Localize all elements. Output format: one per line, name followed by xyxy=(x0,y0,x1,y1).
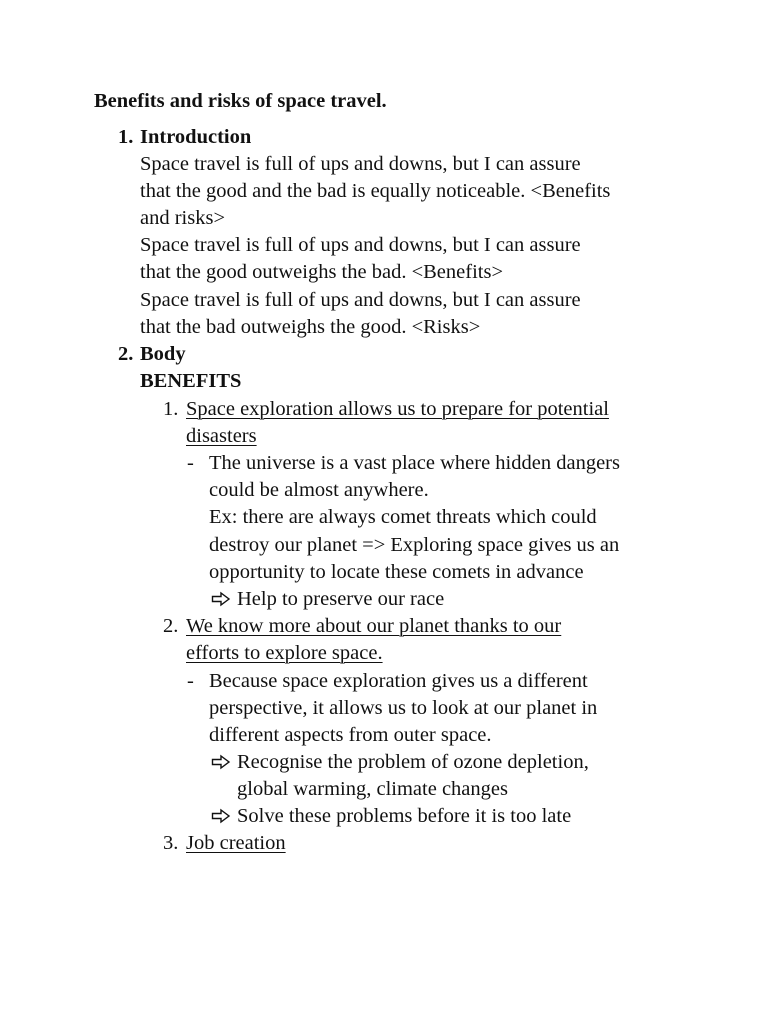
consequence-text: Solve these problems before it is too late xyxy=(237,805,572,827)
intro-line: that the good outweighs the bad. <Benefits> xyxy=(140,261,504,283)
consequence-text: Recognise the problem of ozone depletion, xyxy=(237,751,589,773)
document-title: Benefits and risks of space travel. xyxy=(94,90,387,112)
item-title: Space exploration allows us to prepare for potential xyxy=(186,398,609,420)
intro-line: Space travel is full of ups and downs, but I can assure xyxy=(140,289,581,311)
consequence-text: Help to preserve our race xyxy=(237,588,445,610)
dash-bullet: - xyxy=(187,670,194,692)
item-title: Job creation xyxy=(186,832,286,854)
intro-line: that the bad outweighs the good. <Risks> xyxy=(140,316,481,338)
hollow-right-arrow-icon xyxy=(211,808,231,824)
detail-line: destroy our planet => Exploring space gives us an xyxy=(209,534,620,556)
detail-line: The universe is a vast place where hidden dangers xyxy=(209,452,620,474)
detail-line: different aspects from outer space. xyxy=(209,724,492,746)
intro-line: and risks> xyxy=(140,207,226,229)
consequence-line xyxy=(211,749,589,776)
detail-line: Ex: there are always comet threats which could xyxy=(209,506,597,528)
item-title: efforts to explore space. xyxy=(186,642,383,664)
detail-line: perspective, it allows us to look at our planet in xyxy=(209,697,598,719)
subheading-benefits: BENEFITS xyxy=(140,370,242,392)
section-heading-body: Body xyxy=(140,343,186,365)
hollow-right-arrow-icon xyxy=(211,754,231,770)
intro-line: Space travel is full of ups and downs, but I can assure xyxy=(140,153,581,175)
item-number: 1. xyxy=(163,398,179,420)
detail-line: could be almost anywhere. xyxy=(209,479,429,501)
intro-line: Space travel is full of ups and downs, but I can assure xyxy=(140,234,581,256)
item-number: 2. xyxy=(163,615,179,637)
item-number: 3. xyxy=(163,832,179,854)
item-title: disasters xyxy=(186,425,257,447)
intro-line: that the good and the bad is equally noticeable. <Benefits xyxy=(140,180,611,202)
consequence-text: global warming, climate changes xyxy=(237,778,508,800)
consequence-line xyxy=(211,586,444,613)
section-number: 2. xyxy=(118,343,134,365)
detail-line: opportunity to locate these comets in advance xyxy=(209,561,584,583)
hollow-right-arrow-icon xyxy=(211,591,231,607)
consequence-line xyxy=(211,803,571,830)
section-heading-introduction: Introduction xyxy=(140,126,252,148)
dash-bullet: - xyxy=(187,452,194,474)
section-number: 1. xyxy=(118,126,134,148)
detail-line: Because space exploration gives us a different xyxy=(209,670,588,692)
item-title: We know more about our planet thanks to our xyxy=(186,615,562,637)
